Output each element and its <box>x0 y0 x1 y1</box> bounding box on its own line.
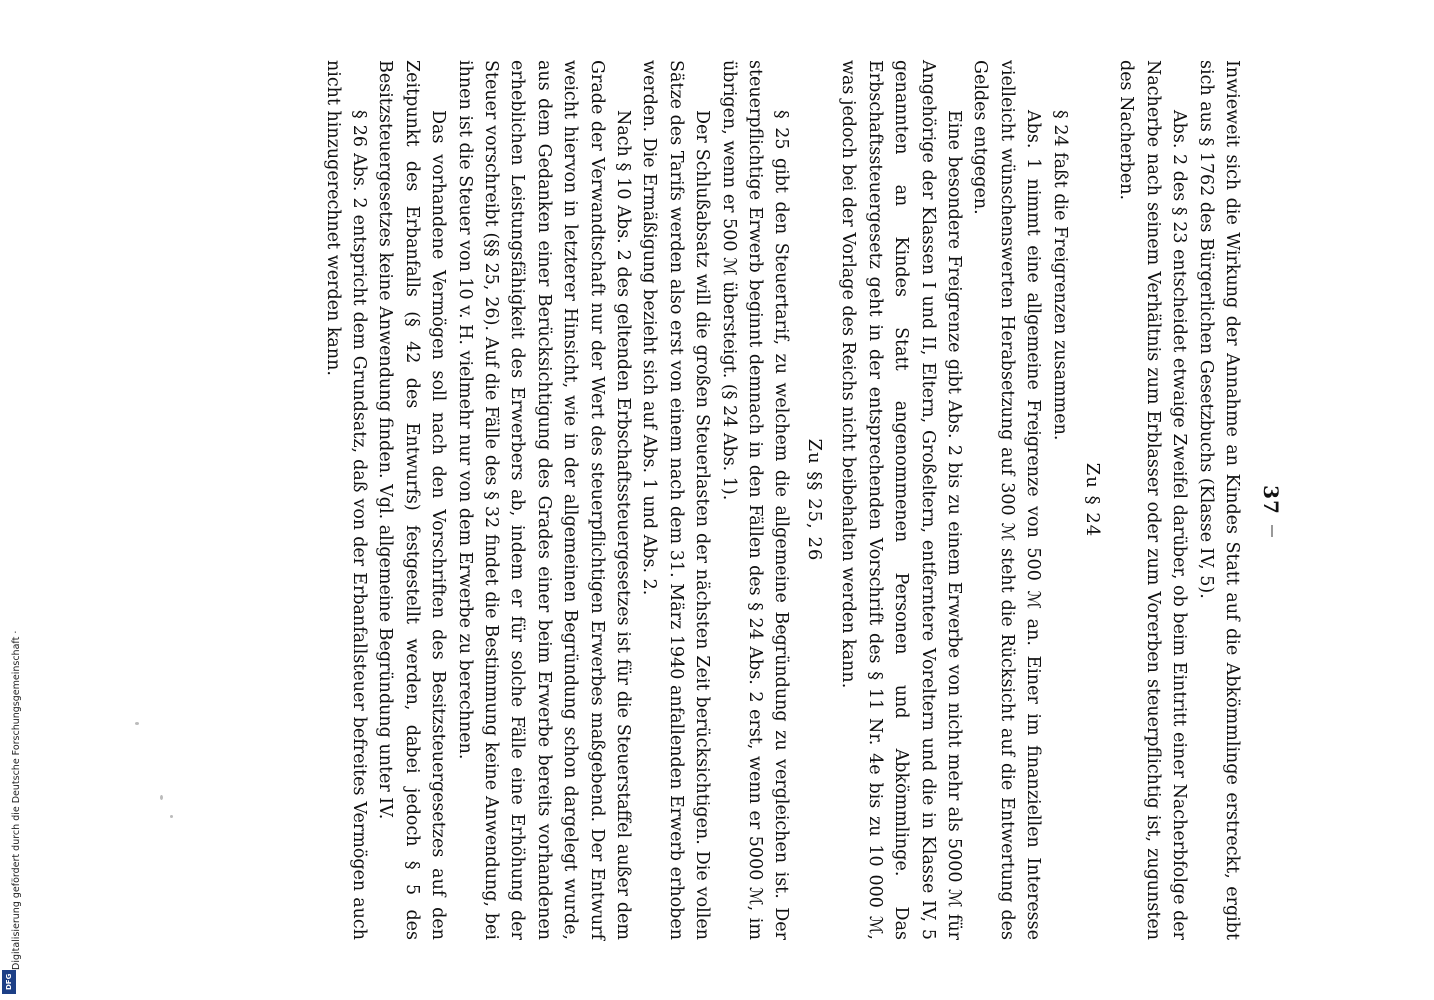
digitization-credit: Digitalisierung gefördert durch die Deutsche Forschungsgemeinschaft · <box>11 630 22 970</box>
page-number-mark <box>1271 525 1273 537</box>
paragraph: Inwieweit sich die Wirkung der Annahme an Kindes Statt auf die Abkömmlinge erstreckt, ergibt sich aus § 1762 des Bürgerlichen Gesetzbuchs (Klasse IV, 5). <box>1195 60 1242 940</box>
paragraph: § 25 gibt den Steuertarif, zu welchem die allgemeine Begründung zu vergleichen ist. Der steuerpflichtige Erwerb beginnt demnach in den Fällen des § 24 Abs. 2 erst, wenn er 5000 ℳ, im übrigen, wenn er 500 ℳ übersteigt. (§ 24 Abs. 1). <box>718 60 792 940</box>
paragraph: § 26 Abs. 2 entspricht dem Grundsatz, daß von der Erbanfallsteuer befreites Vermögen auch nicht hinzugerechnet werden kann. <box>322 60 369 940</box>
scan-speck <box>135 722 139 725</box>
scan-speck <box>170 815 173 818</box>
paragraph: Nach § 10 Abs. 2 des geltenden Erbschaftssteuergesetzes ist für die Steuerstaffel außer dem Grade der Verwandtschaft nur der Wert des steuerpflichtigen Erwerbes maßgebend. Der Entwurf weicht hiervon in letzterer Hinsicht, wie in der allgemeinen Begründung schon dargelegt wurde, aus dem Gedanken einer Berücksichtigung des Grades einer beim Erwerbe bereits vorhandenen erheblichen Leistungsfähigkeit des Erwerbers ab, indem er für solche Fälle eine Erhöhung der Steuer vorschreibt (§§ 25, 26). Auf die Fälle des § 32 findet die Bestimmung keine Anwendung, bei ihnen ist die Steuer von 10 v. H. vielmehr nur von dem Erwerbe zu berechnen. <box>454 60 634 940</box>
paragraph: Abs. 2 des § 23 entscheidet etwaige Zweifel darüber, ob beim Eintritt einer Nacherbfolge der Nacherbe nach seinem Verhältnis zum Erblasser oder zum Vorerben steuerpflichtig ist, zugunsten des Nacherben. <box>1116 60 1190 940</box>
paragraph: § 24 faßt die Freigrenzen zusammen. <box>1049 110 1070 441</box>
section-heading: Zu §§ 25, 26 <box>803 438 825 562</box>
paragraph: Das vorhandene Vermögen soll nach den Vorschriften des Besitzsteuergesetzes auf den Zeitpunkt des Erbanfalls (§ 42 des Entwurfs) festgestellt werden, dabei jedoch § 5 des Besitzsteuergesetzes keine Anwendung finden. Vgl. allgemeine Begründung unter IV. <box>375 60 449 940</box>
dfg-logo: DFG <box>2 970 16 994</box>
rotated-document-page <box>217 0 1317 1000</box>
paragraph: Abs. 1 nimmt eine allgemeine Freigrenze von 500 ℳ an. Einer im finanziellen Interesse vielleicht wünschenswerten Herabsetzung auf 300 ℳ steht die Rücksicht auf die Entwertung des Geldes entgegen. <box>970 60 1044 940</box>
scan-speck <box>160 795 163 800</box>
page-number: 37 <box>1259 485 1283 515</box>
paragraph: Der Schlußabsatz will die großen Steuerlasten der nächsten Zeit berücksichtigen. Die vollen Sätze des Tarifs werden also erst von einem nach dem 31. März 1940 anfallenden Erwerb erhoben werden. Die Ermäßigung bezieht sich auf Abs. 1 und Abs. 2. <box>639 60 713 940</box>
section-heading: Zu § 24 <box>1081 462 1103 538</box>
body-text <box>319 60 1245 940</box>
paragraph: Eine besondere Freigrenze gibt Abs. 2 bis zu einem Erwerbe von nicht mehr als 5000 ℳ für Angehörige der Klassen I und II, Eltern, Großeltern, entferntere Voreltern und die in Klasse IV, 5 genannten an Kindes Statt angenommenen Personen und Abkömmlinge. Das Erbschaftssteuergesetz geht in der entsprechenden Vorschrift des § 11 Nr. 4e bis zu 10 000 ℳ, was jedoch bei der Vorlage des Reichs nicht beibehalten werden kann. <box>838 60 964 940</box>
